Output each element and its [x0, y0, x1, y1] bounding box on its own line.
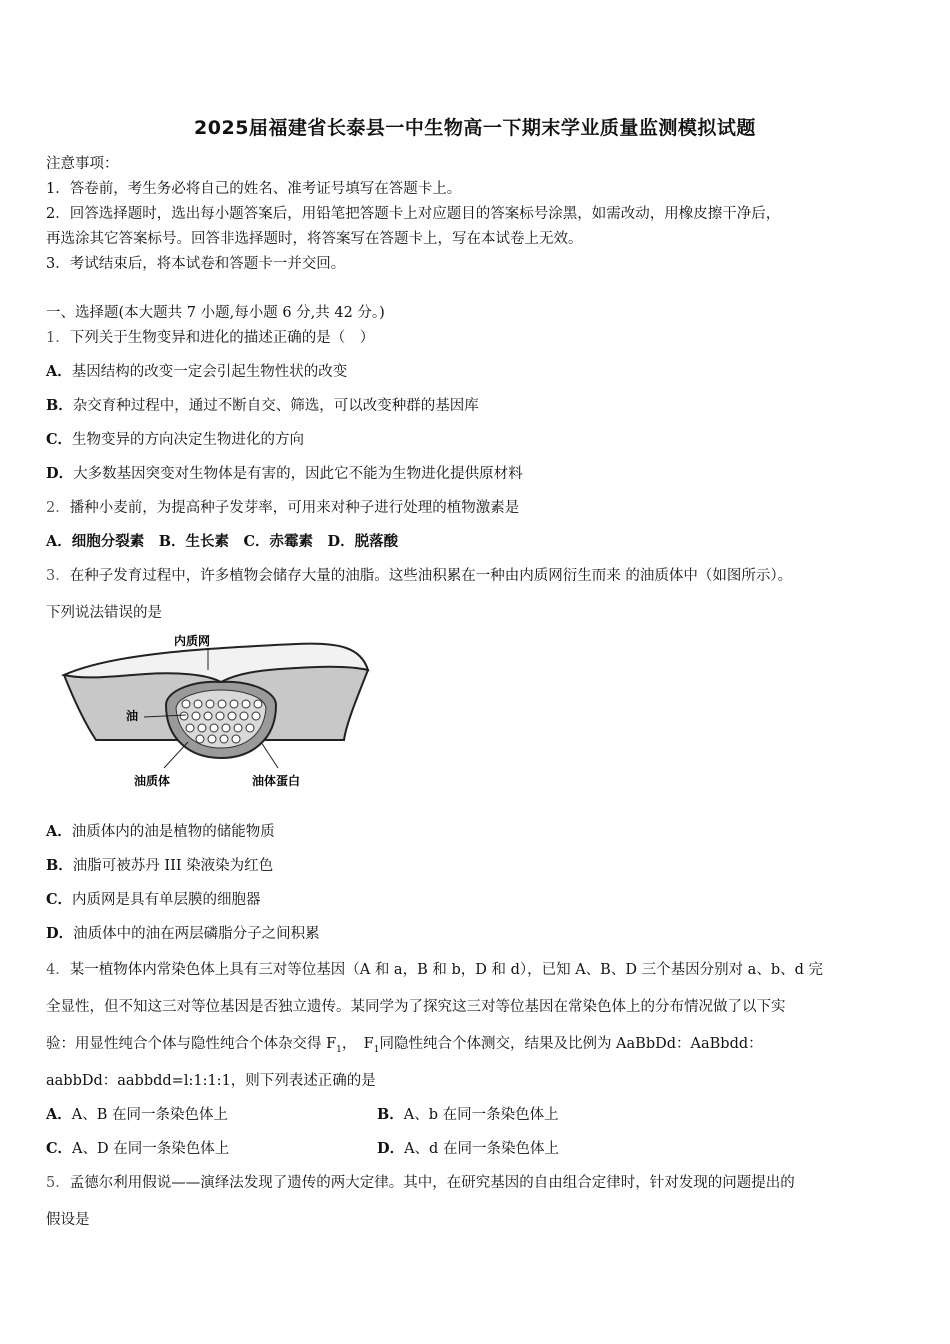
oil-droplet [194, 700, 202, 708]
oil-droplet [230, 700, 238, 708]
question-1-stem [46, 326, 374, 347]
question-2-options: A．细胞分裂素 B．生长素 C．赤霉素 D．脱落酸 [46, 533, 399, 550]
question-number: 5． [46, 1175, 70, 1191]
notice-item: 1．答卷前，考生务必将自己的姓名、准考证号填写在答题卡上。 [46, 181, 462, 197]
option-key: D． [46, 465, 74, 482]
option-text: 油质体内的油是植物的储能物质 [71, 824, 275, 840]
question-1-option-a [46, 360, 347, 381]
option-key: C． [46, 891, 73, 908]
option-text: 油脂可被苏丹 III 染液染为红色 [72, 858, 274, 874]
option-text: A、d 在同一条染色体上 [404, 1141, 559, 1157]
question-3-option-c [46, 888, 261, 909]
question-1-option-c [46, 428, 304, 449]
option-key: C． [46, 1140, 73, 1157]
notice-item: 3．考试结束后，将本试卷和答题卡一并交回。 [46, 256, 346, 272]
label-oil: 油 [126, 709, 139, 723]
oil-droplet [220, 735, 228, 743]
option-key: B． [46, 857, 73, 874]
option-text: 大多数基因突变对生物体是有害的，因此它不能为生物进化提供原材料 [73, 466, 523, 482]
option-key: A． [46, 1106, 72, 1123]
option-text: A、B 在同一条染色体上 [71, 1107, 229, 1123]
option-text: A、b 在同一条染色体上 [403, 1107, 559, 1123]
option-key: D． [377, 1140, 405, 1157]
oil-droplet [206, 700, 214, 708]
question-text: 播种小麦前，为提高种子发芽率，可用来对种子进行处理的植物激素是 [69, 500, 520, 516]
oil-droplet [254, 700, 262, 708]
label-er: 内质网 [174, 634, 211, 648]
label-oleosome: 油质体 [134, 774, 171, 788]
question-4-stem-cont: aabbDd：aabbdd=l:1:1:1，则下列表述正确的是 [46, 1073, 376, 1089]
leader-line [261, 742, 278, 768]
question-4-option-a [46, 1103, 228, 1124]
oil-droplet [210, 724, 218, 732]
question-text: 孟德尔利用假说——演绎法发现了遗传的两大定律。其中，在研究基因的自由组合定律时，针对发现的问题提出的 [69, 1175, 795, 1191]
question-2-stem [46, 496, 519, 517]
question-5-stem-cont: 假设是 [46, 1212, 90, 1228]
question-text: 某一植物体内常染色体上具有三对等位基因（A 和 a，B 和 b，D 和 d），已知 A、B、D 三个基因分别对 a、b、d 完 [69, 962, 823, 978]
oil-droplet [222, 724, 230, 732]
question-4-option-b [377, 1103, 559, 1124]
option-key: A． [46, 363, 72, 380]
option-key: A． [46, 823, 72, 840]
section-heading: 一、选择题(本大题共 7 小题,每小题 6 分,共 42 分。) [46, 305, 385, 321]
question-number: 4． [46, 962, 70, 978]
oil-droplet [232, 735, 240, 743]
question-3-option-d [46, 922, 320, 943]
oil-droplet [228, 712, 236, 720]
leader-line [164, 742, 188, 768]
question-5-stem [46, 1171, 795, 1192]
oil-droplet [218, 700, 226, 708]
oil-droplet [204, 712, 212, 720]
question-number: 3． [46, 568, 70, 584]
notice-item: 2．回答选择题时，选出每小题答案后，用铅笔把答题卡上对应题目的答案标号涂黑，如需改动，用橡皮擦干净后， [46, 206, 781, 222]
oleosome-figure [56, 630, 386, 795]
oil-droplet [196, 735, 204, 743]
question-text: 下列关于生物变异和进化的描述正确的是（ ） [69, 330, 375, 346]
page-title: 2025届福建省长泰县一中生物高一下期末学业质量监测模拟试题 [194, 117, 756, 139]
oil-droplet [182, 700, 190, 708]
question-3-stem [46, 564, 792, 585]
oil-droplet [234, 724, 242, 732]
option-key: B． [46, 397, 73, 414]
option-text: 生物变异的方向决定生物进化的方向 [72, 432, 305, 448]
oil-droplet [180, 712, 188, 720]
oil-droplet [186, 724, 194, 732]
option-text: 基因结构的改变一定会引起生物性状的改变 [71, 364, 348, 380]
oil-droplet [240, 712, 248, 720]
option-text: 内质网是具有单层膜的细胞器 [72, 892, 261, 908]
question-3-option-b [46, 854, 273, 875]
option-text: A、D 在同一条染色体上 [72, 1141, 230, 1157]
oleosome-diagram [56, 630, 386, 795]
option-text: 杂交育种过程中，通过不断自交、筛选，可以改变种群的基因库 [72, 398, 479, 414]
option-text: 油质体中的油在两层磷脂分子之间积累 [73, 926, 320, 942]
label-oleosin: 油体蛋白 [252, 774, 301, 788]
question-4-option-c [46, 1137, 229, 1158]
question-text: 同隐性纯合个体测交，结果及比例为 AaBbDd：AaBbdd： [379, 1036, 763, 1052]
notice-item: 再选涂其它答案标号。回答非选择题时，将答案写在答题卡上，写在本试卷上无效。 [46, 231, 583, 247]
option-key: D． [46, 925, 74, 942]
oil-droplet [216, 712, 224, 720]
option-key: B． [377, 1106, 404, 1123]
option-key: C． [46, 431, 73, 448]
subscript: 1 [336, 1044, 342, 1055]
question-4-option-d [377, 1137, 559, 1158]
oil-droplet [198, 724, 206, 732]
oil-droplet [242, 700, 250, 708]
oil-droplet [246, 724, 254, 732]
question-4-stem [46, 958, 823, 979]
question-text: 在种子发育过程中，许多植物会储存大量的油脂。这些油积累在一种由内质网衍生而来 的油质体中（如图所示）。 [69, 568, 793, 584]
oil-droplet [252, 712, 260, 720]
question-3-option-a [46, 820, 275, 841]
question-number: 1． [46, 330, 70, 346]
notice-heading: 注意事项： [46, 156, 119, 172]
question-4-stem-cont: 全显性，但不知这三对等位基因是否独立遗传。某同学为了探究这三对等位基因在常染色体上的分布情况做了以下实 [46, 999, 786, 1015]
question-number: 2． [46, 500, 70, 516]
subscript: 1 [373, 1044, 380, 1055]
question-text: 验：用显性纯合个体与隐性纯合个体杂交得 F [46, 1036, 337, 1052]
oil-droplet [208, 735, 216, 743]
question-text: ， F [341, 1036, 374, 1052]
question-4-stem-cont [46, 1032, 763, 1055]
question-1-option-d [46, 462, 523, 483]
question-3-stem-cont: 下列说法错误的是 [46, 605, 162, 621]
question-1-option-b [46, 394, 479, 415]
oil-droplet [192, 712, 200, 720]
